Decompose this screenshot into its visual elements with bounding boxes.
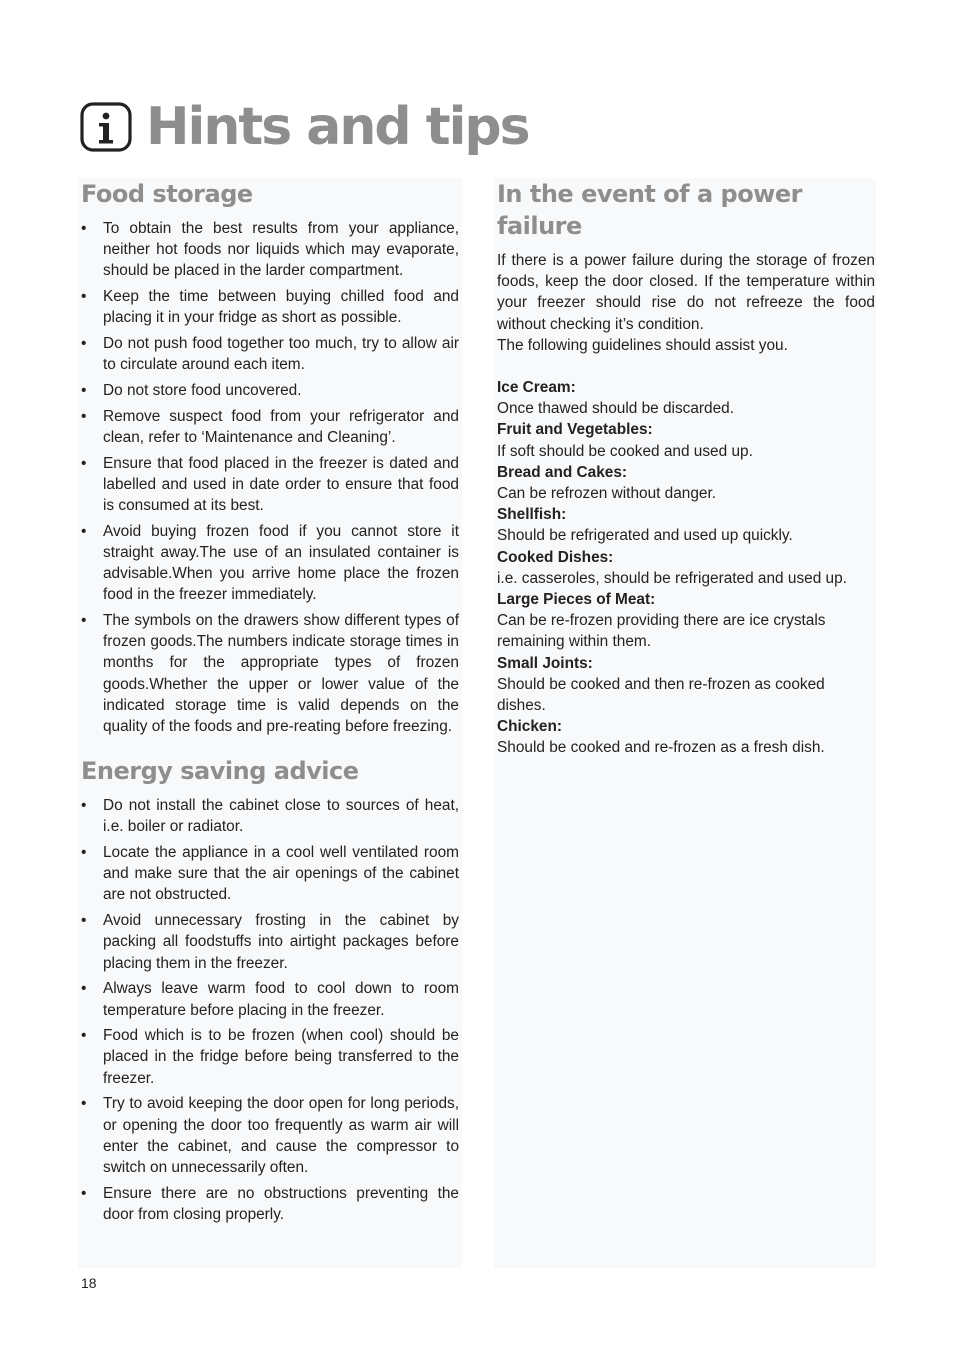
energy-saving-list	[81, 795, 459, 1225]
guideline-item	[497, 716, 875, 758]
guideline-term: Large Pieces of Meat:	[497, 591, 656, 609]
bullet: •	[81, 980, 87, 998]
guideline-item	[497, 419, 875, 461]
guideline-desc: Should be refrigerated and used up quickly.	[497, 527, 793, 545]
guideline-item	[497, 462, 875, 504]
guideline-item	[497, 504, 875, 546]
bullet: •	[81, 522, 87, 540]
guideline-desc: Should be cooked and re-frozen as a fresh dish.	[497, 739, 825, 757]
bullet: •	[81, 844, 87, 862]
list-item: • Always leave warm food to cool down to room temperature before placing in the freezer.	[81, 980, 459, 1019]
left-column	[81, 178, 459, 1230]
page-header	[80, 92, 529, 162]
guideline-term: Small Joints:	[497, 654, 593, 672]
guideline-term: Fruit and Vegetables:	[497, 421, 653, 439]
list-item: • Keep the time between buying chilled food and placing it in your fridge as short as possible.	[81, 288, 459, 327]
guideline-desc: Once thawed should be discarded.	[497, 400, 734, 418]
bullet: •	[81, 407, 87, 425]
bullet: •	[81, 611, 87, 629]
food-storage-heading: Food storage	[81, 180, 253, 208]
page-title: Hints and tips	[146, 97, 529, 157]
guideline-desc: If soft should be cooked and used up.	[497, 442, 753, 460]
list-item: • To obtain the best results from your appliance, neither hot foods nor liquids which may evaporate, should be placed in the larder compartment.	[81, 220, 459, 280]
bullet: •	[81, 1095, 87, 1113]
bullet: •	[81, 381, 87, 399]
info-icon	[80, 102, 132, 152]
right-column	[497, 178, 875, 759]
power-failure-heading: In the event of a power failure	[497, 180, 802, 240]
list-item: • Try to avoid keeping the door open for long periods, or opening the door too frequently as warm air will enter the cabinet, and cause the compressor to switch on unnecessarily often.	[81, 1095, 459, 1176]
page-number: 18	[81, 1275, 97, 1291]
guidelines-list	[497, 377, 875, 759]
power-failure-section	[497, 178, 875, 759]
list-item: • Avoid unnecessary frosting in the cabinet by packing all foodstuffs into airtight packages before placing them in the freezer.	[81, 912, 459, 972]
guideline-desc: Can be re-frozen providing there are ice crystals remaining within them.	[497, 612, 826, 651]
guideline-term: Ice Cream:	[497, 379, 576, 397]
list-item: • Do not push food together too much, try to allow air to circulate around each item.	[81, 335, 459, 374]
bullet: •	[81, 797, 87, 815]
energy-saving-section	[81, 755, 459, 1225]
list-item: • Ensure there are no obstructions preventing the door from closing properly.	[81, 1184, 459, 1223]
guideline-desc: Can be refrozen without danger.	[497, 485, 717, 503]
food-storage-list	[81, 218, 459, 737]
bullet: •	[81, 454, 87, 472]
list-item: • Food which is to be frozen (when cool) should be placed in the fridge before being transferred to the freezer.	[81, 1027, 459, 1087]
guideline-item	[497, 377, 875, 419]
food-storage-section	[81, 178, 459, 737]
list-item: • Do not install the cabinet close to sources of heat, i.e. boiler or radiator.	[81, 797, 459, 836]
bullet: •	[81, 288, 87, 306]
guideline-item	[497, 653, 875, 717]
guideline-term: Bread and Cakes:	[497, 463, 628, 481]
guideline-term: Chicken:	[497, 718, 562, 736]
list-item: • Avoid buying frozen food if you cannot store it straight away.The use of an insulated container is advisable.When you arrive home place the frozen food in the freezer immediately.	[81, 522, 459, 604]
bullet: •	[81, 220, 87, 237]
guideline-item	[497, 547, 875, 589]
list-item: • Locate the appliance in a cool well ventilated room and make sure that the air openings of the cabinet are not obstructed.	[81, 844, 459, 904]
guideline-term: Shellfish:	[497, 506, 567, 524]
list-item: • Remove suspect food from your refrigerator and clean, refer to ‘Maintenance and Cleaning’.	[81, 407, 459, 446]
list-item: • Ensure that food placed in the freezer is dated and labelled and used in date order to ensure that food is consumed at its best.	[81, 454, 459, 514]
guideline-desc: Should be cooked and then re-frozen as cooked dishes.	[497, 675, 825, 715]
bullet: •	[81, 335, 87, 353]
guideline-desc: i.e. casseroles, should be refrigerated and used up.	[497, 569, 847, 587]
list-item: • The symbols on the drawers show different types of frozen goods.The numbers indicate storage times in months for the appropriate types of frozen goods.Whether the upper or lower value of the indicated storage time is valid depends on the quality of the foods and pre-reating before freezing.	[81, 611, 459, 735]
guideline-term: Cooked Dishes:	[497, 548, 614, 566]
bullet: •	[81, 1184, 87, 1202]
bullet: •	[81, 1027, 87, 1045]
power-failure-intro-guidelines: The following guidelines should assist you.	[497, 336, 788, 354]
list-item: • Do not store food uncovered.	[81, 380, 459, 401]
guideline-item	[497, 589, 875, 653]
power-failure-intro: If there is a power failure during the storage of frozen foods, keep the door closed. If the temperature within your freezer should rise do not refreeze the food without checking it’s condition.	[497, 252, 875, 333]
bullet: •	[81, 912, 87, 930]
energy-saving-heading: Energy saving advice	[81, 757, 359, 786]
